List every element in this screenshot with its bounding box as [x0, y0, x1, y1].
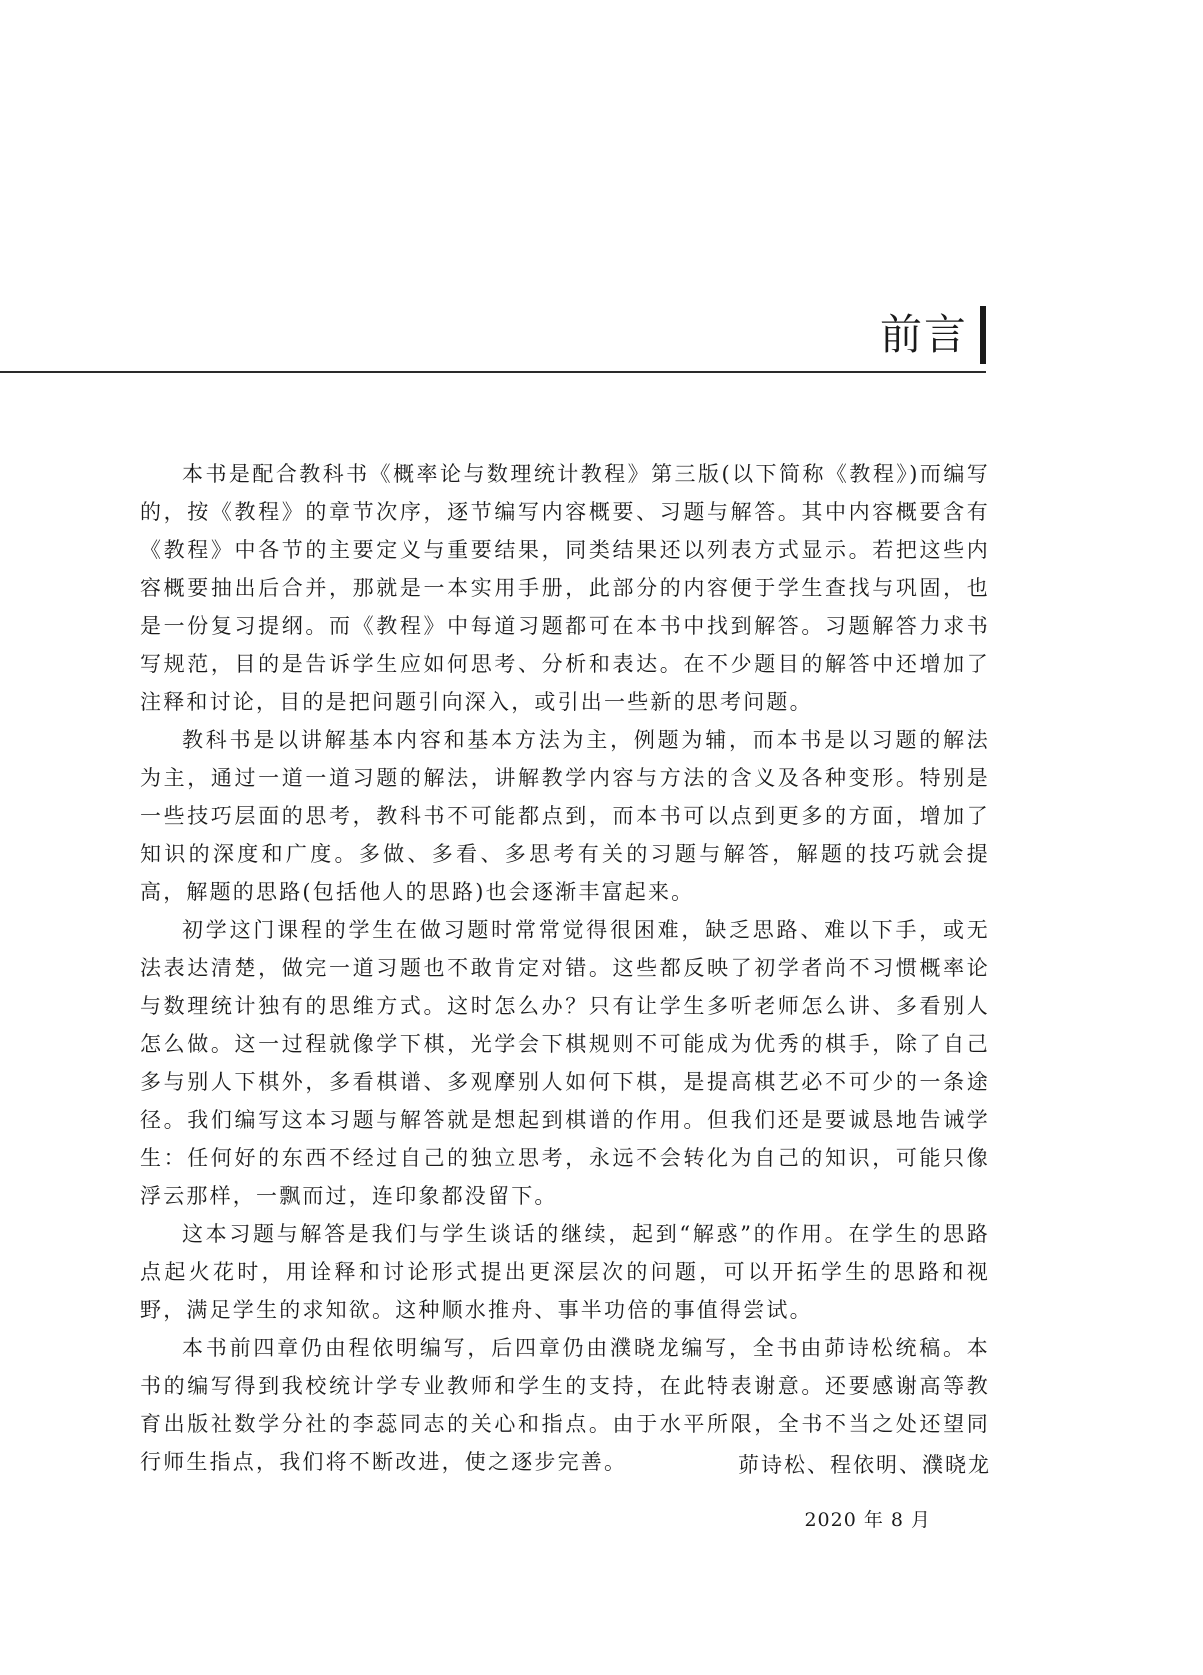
signature-date: 2020 年 8 月 — [804, 1509, 931, 1531]
title-accent-bar — [980, 306, 986, 364]
paragraph-2: 教科书是以讲解基本内容和基本方法为主，例题为辅，而本书是以习题的解法为主，通过一道一道习题的解法，讲解教学内容与方法的含义及各种变形。特别是一些技巧层面的思考，教科书不可能都点到，而本书可以点到更多的方面，增加了知识的深度和广度。多做、多看、多思考有关的习题与解答，解题的技巧就会提高，解题的思路(包括他人的思路)也会逐渐丰富起来。 — [140, 728, 990, 904]
header-rule — [0, 371, 986, 373]
title-block — [880, 306, 986, 364]
page-title: 前言 — [879, 310, 968, 359]
paragraph-1: 本书是配合教科书《概率论与数理统计教程》第三版(以下简称《教程》)而编写的，按《教程》的章节次序，逐节编写内容概要、习题与解答。其中内容概要含有《教程》中各节的主要定义与重要结果，同类结果还以列表方式显示。若把这些内容概要抽出后合并，那就是一本实用手册，此部分的内容便于学生查找与巩固，也是一份复习提纲。而《教程》中每道习题都可在本书中找到解答。习题解答力求书写规范，目的是告诉学生应如何思考、分析和表达。在不少题目的解答中还增加了注释和讨论，目的是把问题引向深入，或引出一些新的思考问题。 — [140, 462, 990, 714]
signature-block — [738, 1447, 991, 1483]
paragraph-3: 初学这门课程的学生在做习题时常常觉得很困难，缺乏思路、难以下手，或无法表达清楚，做完一道习题也不敢肯定对错。这些都反映了初学者尚不习惯概率论与数理统计独有的思维方式。这时怎么办？只有让学生多听老师怎么讲、多看别人怎么做。这一过程就像学下棋，光学会下棋规则不可能成为优秀的棋手，除了自己多与别人下棋外，多看棋谱、多观摩别人如何下棋，是提高棋艺必不可少的一条途径。我们编写这本习题与解答就是想起到棋谱的作用。但我们还是要诚恳地告诫学生：任何好的东西不经过自己的独立思考，永远不会转化为自己的知识，可能只像浮云那样，一飘而过，连印象都没留下。 — [140, 918, 990, 1208]
paragraph-5: 本书前四章仍由程依明编写，后四章仍由濮晓龙编写，全书由茆诗松统稿。本书的编写得到我校统计学专业教师和学生的支持，在此特表谢意。还要感谢高等教育出版社数学分社的李蕊同志的关心和指点。由于水平所限，全书不当之处还望同行师生指点，我们将不断改进，使之逐步完善。 — [140, 1336, 990, 1474]
paragraph-4: 这本习题与解答是我们与学生谈话的继续，起到“解惑”的作用。在学生的思路点起火花时，用诠释和讨论形式提出更深层次的问题，可以开拓学生的思路和视野，满足学生的求知欲。这种顺水推舟、事半功倍的事值得尝试。 — [140, 1222, 990, 1322]
preface-body — [140, 455, 990, 1481]
author-names: 茆诗松、程依明、濮晓龙 — [738, 1453, 991, 1477]
